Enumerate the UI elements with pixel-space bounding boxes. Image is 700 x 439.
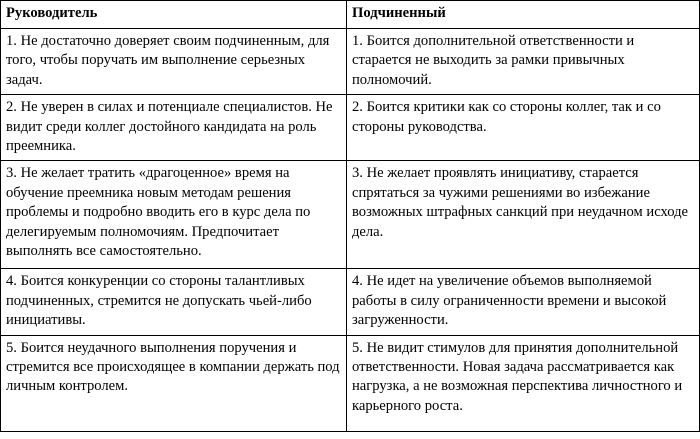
cell-leader: 3. Не желает тратить «драгоценное» время на обучение преемника новым методам решения проблемы и подробно вводить его в курс дела по делегируемым полномочиям. Предпочитает выполнять все самостоятельно. (1, 161, 347, 269)
header-subordinate: Подчиненный (347, 1, 700, 29)
table-row (1, 335, 700, 431)
cell-leader: 2. Не уверен в силах и потенциале специалистов. Не видит среди коллег достойного кандидата на роль преемника. (1, 95, 347, 161)
table-row (1, 269, 700, 335)
cell-leader: 1. Не достаточно доверяет своим подчиненным, для того, чтобы поручать им выполнение серьезных задач. (1, 29, 347, 95)
table-header-row (1, 1, 700, 29)
cell-subordinate: 4. Не идет на увеличение объемов выполняемой работы в силу ограниченности времени и высокой загруженности. (347, 269, 700, 335)
table-row (1, 29, 700, 95)
cell-subordinate: 1. Боится дополнительной ответственности и старается не выходить за рамки привычных полномочий. (347, 29, 700, 95)
table-row (1, 161, 700, 269)
cell-subordinate: 5. Не видит стимулов для принятия дополнительной ответственности. Новая задача рассматривается как нагрузка, а не возможная перспектива личностного и карьерного роста. (347, 335, 700, 431)
cell-leader: 4. Боится конкуренции со стороны талантливых подчиненных, стремится не допускать чьей-либо инициативы. (1, 269, 347, 335)
cell-subordinate: 2. Боится критики как со стороны коллег, так и со стороны руководства. (347, 95, 700, 161)
table-row (1, 95, 700, 161)
cell-leader: 5. Боится неудачного выполнения поручения и стремится все происходящее в компании держать под личным контролем. (1, 335, 347, 431)
cell-subordinate: 3. Не желает проявлять инициативу, старается спрятаться за чужими решениями во избежание возможных штрафных санкций при неудачном исходе дела. (347, 161, 700, 269)
header-leader: Руководитель (1, 1, 347, 29)
